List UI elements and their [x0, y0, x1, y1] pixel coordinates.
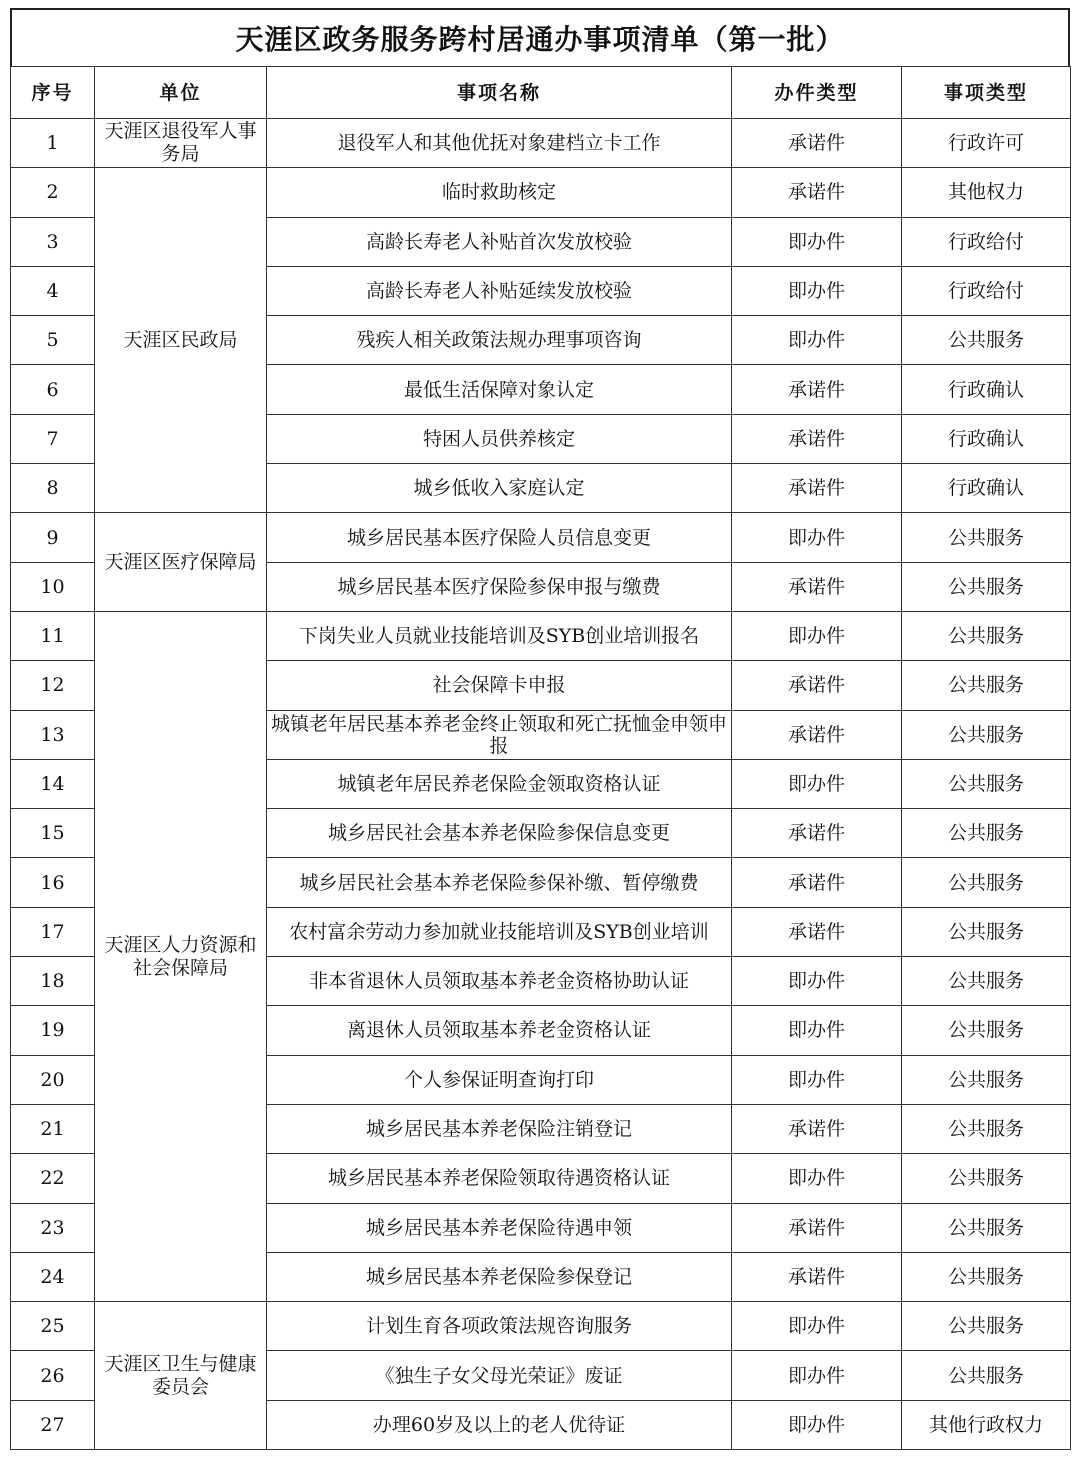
- item-name: 非本省退休人员领取基本养老金资格协助认证: [267, 957, 732, 1006]
- item-name: 下岗失业人员就业技能培训及SYB创业培训报名: [267, 611, 732, 660]
- item-name: 退役军人和其他优抚对象建档立卡工作: [267, 119, 732, 168]
- item-name: 城乡低收入家庭认定: [267, 464, 732, 513]
- handle-type: 即办件: [732, 1006, 902, 1055]
- item-type: 公共服务: [902, 957, 1071, 1006]
- row-number: 21: [11, 1104, 95, 1153]
- item-name: 离退休人员领取基本养老金资格认证: [267, 1006, 732, 1055]
- handle-type: 承诺件: [732, 562, 902, 611]
- row-number: 20: [11, 1055, 95, 1104]
- header-item-type: 事项类型: [902, 67, 1071, 119]
- item-type: 公共服务: [902, 907, 1071, 956]
- handle-type: 承诺件: [732, 464, 902, 513]
- row-number: 3: [11, 217, 95, 266]
- item-name: 办理60岁及以上的老人优待证: [267, 1400, 732, 1449]
- item-type: 公共服务: [902, 1302, 1071, 1351]
- handle-type: 即办件: [732, 1154, 902, 1203]
- item-name: 《独生子女父母光荣证》废证: [267, 1351, 732, 1400]
- handle-type: 即办件: [732, 1351, 902, 1400]
- row-number: 15: [11, 809, 95, 858]
- unit-cell: 天涯区退役军人事务局: [95, 119, 267, 168]
- item-type: 公共服务: [902, 1203, 1071, 1252]
- item-type: 行政给付: [902, 266, 1071, 315]
- item-name: 城镇老年居民养老保险金领取资格认证: [267, 759, 732, 808]
- table-row: [11, 119, 1071, 168]
- item-name: 农村富余劳动力参加就业技能培训及SYB创业培训: [267, 907, 732, 956]
- handle-type: 即办件: [732, 1055, 902, 1104]
- item-type: 行政许可: [902, 119, 1071, 168]
- handle-type: 承诺件: [732, 168, 902, 217]
- item-type: 公共服务: [902, 1104, 1071, 1153]
- item-name: 城镇老年居民基本养老金终止领取和死亡抚恤金申领申报: [267, 710, 732, 759]
- handle-type: 承诺件: [732, 119, 902, 168]
- item-name: 社会保障卡申报: [267, 661, 732, 710]
- item-type: 行政给付: [902, 217, 1071, 266]
- header-handle-type: 办件类型: [732, 67, 902, 119]
- row-number: 18: [11, 957, 95, 1006]
- row-number: 17: [11, 907, 95, 956]
- item-name: 个人参保证明查询打印: [267, 1055, 732, 1104]
- handle-type: 承诺件: [732, 809, 902, 858]
- item-type: 公共服务: [902, 562, 1071, 611]
- handle-type: 承诺件: [732, 907, 902, 956]
- row-number: 2: [11, 168, 95, 217]
- item-type: 公共服务: [902, 1154, 1071, 1203]
- item-type: 公共服务: [902, 611, 1071, 660]
- row-number: 22: [11, 1154, 95, 1203]
- item-name: 城乡居民基本养老保险参保登记: [267, 1252, 732, 1301]
- row-number: 13: [11, 710, 95, 759]
- item-type: 公共服务: [902, 1006, 1071, 1055]
- item-type: 公共服务: [902, 809, 1071, 858]
- item-type: 其他权力: [902, 168, 1071, 217]
- handle-type: 即办件: [732, 513, 902, 562]
- item-name: 高龄长寿老人补贴首次发放校验: [267, 217, 732, 266]
- items-table: [10, 66, 1071, 1450]
- item-type: 公共服务: [902, 858, 1071, 907]
- table-header-row: [11, 67, 1071, 119]
- item-type: 其他行政权力: [902, 1400, 1071, 1449]
- row-number: 1: [11, 119, 95, 168]
- row-number: 11: [11, 611, 95, 660]
- table-row: [11, 168, 1071, 217]
- handle-type: 承诺件: [732, 1252, 902, 1301]
- row-number: 23: [11, 1203, 95, 1252]
- handle-type: 承诺件: [732, 661, 902, 710]
- row-number: 19: [11, 1006, 95, 1055]
- item-type: 行政确认: [902, 464, 1071, 513]
- row-number: 24: [11, 1252, 95, 1301]
- handle-type: 承诺件: [732, 365, 902, 414]
- item-name: 最低生活保障对象认定: [267, 365, 732, 414]
- item-type: 公共服务: [902, 1055, 1071, 1104]
- handle-type: 即办件: [732, 1302, 902, 1351]
- unit-cell: 天涯区人力资源和社会保障局: [95, 611, 267, 1301]
- handle-type: 即办件: [732, 759, 902, 808]
- item-name: 城乡居民基本养老保险待遇申领: [267, 1203, 732, 1252]
- row-number: 10: [11, 562, 95, 611]
- handle-type: 即办件: [732, 217, 902, 266]
- row-number: 14: [11, 759, 95, 808]
- unit-cell: 天涯区卫生与健康委员会: [95, 1302, 267, 1450]
- item-name: 城乡居民社会基本养老保险参保补缴、暂停缴费: [267, 858, 732, 907]
- header-item-name: 事项名称: [267, 67, 732, 119]
- item-type: 公共服务: [902, 513, 1071, 562]
- item-name: 高龄长寿老人补贴延续发放校验: [267, 266, 732, 315]
- item-type: 行政确认: [902, 365, 1071, 414]
- item-name: 城乡居民基本养老保险领取待遇资格认证: [267, 1154, 732, 1203]
- item-name: 城乡居民基本医疗保险人员信息变更: [267, 513, 732, 562]
- row-number: 6: [11, 365, 95, 414]
- item-name: 特困人员供养核定: [267, 414, 732, 463]
- item-type: 公共服务: [902, 759, 1071, 808]
- table-row: [11, 1302, 1071, 1351]
- item-type: 公共服务: [902, 661, 1071, 710]
- item-type: 公共服务: [902, 710, 1071, 759]
- handle-type: 即办件: [732, 316, 902, 365]
- handle-type: 承诺件: [732, 1104, 902, 1153]
- row-number: 27: [11, 1400, 95, 1449]
- unit-cell: 天涯区民政局: [95, 168, 267, 513]
- header-unit: 单位: [95, 67, 267, 119]
- item-name: 临时救助核定: [267, 168, 732, 217]
- handle-type: 承诺件: [732, 414, 902, 463]
- handle-type: 承诺件: [732, 858, 902, 907]
- page-title: 天涯区政务服务跨村居通办事项清单（第一批）: [10, 8, 1070, 66]
- row-number: 9: [11, 513, 95, 562]
- item-name: 城乡居民基本养老保险注销登记: [267, 1104, 732, 1153]
- item-type: 公共服务: [902, 1252, 1071, 1301]
- handle-type: 承诺件: [732, 1203, 902, 1252]
- handle-type: 即办件: [732, 957, 902, 1006]
- item-name: 城乡居民基本医疗保险参保申报与缴费: [267, 562, 732, 611]
- row-number: 4: [11, 266, 95, 315]
- handle-type: 承诺件: [732, 710, 902, 759]
- item-name: 计划生育各项政策法规咨询服务: [267, 1302, 732, 1351]
- header-no: 序号: [11, 67, 95, 119]
- row-number: 8: [11, 464, 95, 513]
- item-name: 残疾人相关政策法规办理事项咨询: [267, 316, 732, 365]
- item-type: 行政确认: [902, 414, 1071, 463]
- row-number: 12: [11, 661, 95, 710]
- unit-cell: 天涯区医疗保障局: [95, 513, 267, 612]
- item-type: 公共服务: [902, 316, 1071, 365]
- row-number: 5: [11, 316, 95, 365]
- row-number: 7: [11, 414, 95, 463]
- row-number: 26: [11, 1351, 95, 1400]
- item-type: 公共服务: [902, 1351, 1071, 1400]
- handle-type: 即办件: [732, 266, 902, 315]
- handle-type: 即办件: [732, 1400, 902, 1449]
- row-number: 25: [11, 1302, 95, 1351]
- document-frame: [10, 8, 1070, 1448]
- row-number: 16: [11, 858, 95, 907]
- item-name: 城乡居民社会基本养老保险参保信息变更: [267, 809, 732, 858]
- handle-type: 即办件: [732, 611, 902, 660]
- table-row: [11, 513, 1071, 562]
- table-row: [11, 611, 1071, 660]
